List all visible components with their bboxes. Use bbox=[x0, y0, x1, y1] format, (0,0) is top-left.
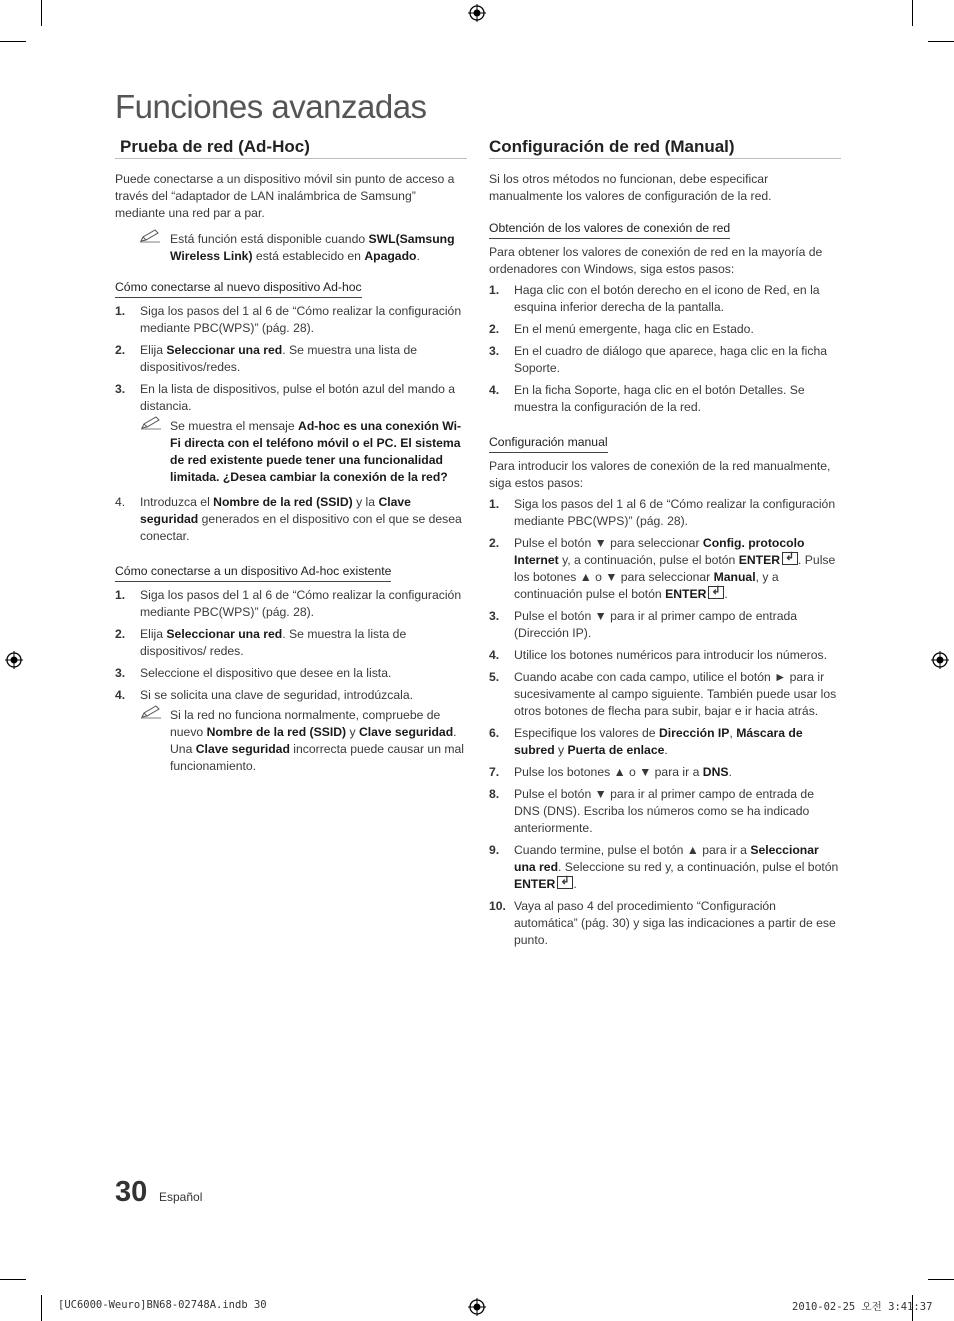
step-text: . bbox=[664, 743, 668, 757]
button-name: ENTER bbox=[514, 877, 556, 891]
steps-new-adhoc bbox=[115, 303, 467, 545]
list-item bbox=[489, 282, 841, 316]
list-item bbox=[489, 321, 841, 338]
list-item bbox=[115, 381, 467, 486]
note-text: Se muestra el mensaje bbox=[170, 419, 299, 433]
enter-key-icon bbox=[782, 552, 798, 565]
list-item bbox=[489, 535, 841, 603]
footer-file-info: [UC6000-Weuro]BN68-02748A.indb 30 bbox=[58, 1299, 267, 1311]
list-item bbox=[489, 382, 841, 416]
list-item bbox=[115, 494, 467, 545]
pencil-note-icon bbox=[140, 416, 162, 430]
steps-manual-config bbox=[489, 496, 841, 949]
step-text: Pulse el botón ▼ para ir al primer campo de entrada (Dirección IP). bbox=[514, 609, 798, 640]
subheading-obtain-values: Obtención de los valores de conexión de red bbox=[489, 220, 730, 239]
step-number: 6. bbox=[489, 726, 500, 740]
step-text: . Pulse los botones ▲ o ▼ para seleccionar bbox=[514, 553, 836, 584]
registration-mark-icon bbox=[468, 1298, 486, 1316]
menu-name: Seleccionar una red bbox=[514, 843, 819, 874]
step-text: Elija bbox=[140, 627, 167, 641]
step-text: En la ficha Soporte, haga clic en el botón Detalles. Se muestra la configuración de la red. bbox=[514, 383, 805, 414]
intro-text: Puede conectarse a un dispositivo móvil sin punto de acceso a través del “adaptador de LAN inalámbrica de Samsung” mediante una red par a par. bbox=[115, 172, 455, 220]
field-name: Clave seguridad bbox=[195, 742, 290, 756]
page-number: 30 bbox=[115, 1176, 148, 1208]
step-text: Especifique los valores de bbox=[514, 726, 659, 740]
step-text: . bbox=[573, 877, 577, 891]
crop-mark bbox=[0, 41, 26, 42]
step-text: . bbox=[728, 765, 732, 779]
menu-name: Seleccionar una red bbox=[166, 627, 283, 641]
step-text: y, a continuación, pulse el botón bbox=[558, 553, 739, 567]
button-name: ENTER bbox=[665, 587, 707, 601]
step-text: Siga los pasos del 1 al 6 de “Cómo realizar la configuración mediante PBC(WPS)” (pág. 28). bbox=[140, 588, 462, 619]
list-item bbox=[115, 665, 467, 682]
step-text: y bbox=[554, 743, 568, 757]
steps-obtain-values bbox=[489, 282, 841, 416]
left-column bbox=[115, 138, 467, 787]
step-number: 5. bbox=[489, 670, 500, 684]
step-text: Cuando acabe con cada campo, utilice el botón ► para ir sucesivamente al campo siguiente. También puede usar los otros botones de flecha para subir, bajar e ir hacia atrás. bbox=[514, 670, 837, 718]
list-item bbox=[489, 647, 841, 664]
step-number: 4. bbox=[489, 383, 500, 397]
step-number: 9. bbox=[489, 843, 500, 857]
section-title-manual: Configuración de red (Manual) bbox=[489, 138, 841, 159]
list-item bbox=[489, 786, 841, 837]
list-item bbox=[115, 587, 467, 621]
field-name: Clave seguridad bbox=[358, 725, 454, 739]
step-text: y la bbox=[352, 495, 379, 509]
subheading-existing-adhoc: Cómo conectarse a un dispositivo Ad-hoc existente bbox=[115, 563, 391, 582]
list-item bbox=[489, 842, 841, 893]
enter-key-icon bbox=[557, 876, 573, 889]
step-text: Siga los pasos del 1 al 6 de “Cómo realizar la configuración mediante PBC(WPS)” (pág. 28). bbox=[514, 497, 836, 528]
step-text: En la lista de dispositivos, pulse el botón azul del mando a distancia. bbox=[140, 382, 456, 413]
step-number: 4. bbox=[489, 648, 500, 662]
list-item bbox=[115, 626, 467, 660]
field-name: Dirección IP bbox=[658, 726, 730, 740]
list-item bbox=[489, 764, 841, 781]
field-name: Nombre de la red (SSID) bbox=[206, 725, 347, 739]
option-name: Manual bbox=[713, 570, 756, 584]
step-number: 8. bbox=[489, 787, 500, 801]
step-number: 3. bbox=[115, 382, 126, 396]
field-name: Nombre de la red (SSID) bbox=[213, 495, 353, 509]
list-item bbox=[489, 669, 841, 720]
step-number: 4. bbox=[115, 688, 126, 702]
list-item bbox=[115, 342, 467, 376]
crop-mark bbox=[928, 41, 954, 42]
step-text: Cuando termine, pulse el botón ▲ para ir a bbox=[514, 843, 751, 857]
list-item bbox=[489, 725, 841, 759]
step-text: Siga los pasos del 1 al 6 de “Cómo realizar la configuración mediante PBC(WPS)” (pág. 28). bbox=[140, 304, 462, 335]
step-text: generados en el dispositivo con el que se desea conectar. bbox=[140, 512, 462, 543]
setting-name: SWL(Samsung Wireless Link) bbox=[170, 232, 455, 263]
list-item bbox=[115, 303, 467, 337]
step-number: 7. bbox=[489, 765, 500, 779]
menu-name: Seleccionar una red bbox=[166, 343, 283, 357]
step-number: 3. bbox=[489, 609, 500, 623]
menu-name: Config. protocolo Internet bbox=[514, 536, 805, 567]
crop-mark bbox=[912, 0, 913, 26]
page-title: Funciones avanzadas bbox=[115, 88, 427, 125]
footer-timestamp: 2010-02-25 오전 3:41:37 bbox=[792, 1301, 933, 1313]
step-number: 10. bbox=[489, 899, 506, 913]
crop-mark bbox=[928, 1279, 954, 1280]
steps-existing-adhoc bbox=[115, 587, 467, 775]
step-text: Haga clic con el botón derecho en el icono de Red, en la esquina inferior derecha de la pantalla. bbox=[514, 283, 820, 314]
step-number: 1. bbox=[489, 283, 500, 297]
step-number: 3. bbox=[115, 666, 126, 680]
note-text: está establecido en bbox=[252, 249, 365, 263]
subheading-manual-config: Configuración manual bbox=[489, 434, 608, 453]
registration-mark-icon bbox=[468, 4, 486, 22]
crop-mark bbox=[41, 1295, 42, 1321]
button-name: ENTER bbox=[738, 553, 781, 567]
setting-value: Apagado bbox=[364, 249, 417, 263]
step-text: , bbox=[729, 726, 737, 740]
list-item bbox=[489, 608, 841, 642]
note-text: Si la red no funciona normalmente, compruebe de nuevo bbox=[170, 708, 441, 739]
step-number: 2. bbox=[489, 322, 500, 336]
step-number: 1. bbox=[115, 588, 126, 602]
right-column bbox=[489, 138, 841, 961]
note-text: . bbox=[416, 249, 420, 263]
registration-mark-icon bbox=[931, 651, 949, 669]
field-name: DNS bbox=[702, 765, 729, 779]
subheading-new-adhoc: Cómo conectarse al nuevo dispositivo Ad-hoc bbox=[115, 279, 362, 298]
step-text: En el menú emergente, haga clic en Estado. bbox=[514, 322, 754, 336]
step-text: Vaya al paso 4 del procedimiento “Configuración automática” (pág. 30) y siga las indicaciones a partir de ese punto. bbox=[514, 899, 836, 947]
note-text: y bbox=[346, 725, 359, 739]
step-text: Elija bbox=[140, 343, 167, 357]
note bbox=[115, 231, 467, 265]
list-item bbox=[489, 343, 841, 377]
step-text: . Seleccione su red y, a continuación, pulse el botón bbox=[558, 860, 839, 874]
field-name: Clave seguridad bbox=[140, 495, 411, 526]
step-number: 3. bbox=[489, 344, 500, 358]
field-name: Máscara de subred bbox=[514, 726, 803, 757]
list-item bbox=[489, 898, 841, 949]
message-text: Ad-hoc es una conexión Wi-Fi directa con el teléfono móvil o el PC. El sistema de red existente puede tener una funcionalidad limitada. ¿Desea cambiar la conexión de la red? bbox=[170, 419, 462, 484]
subsection-intro: Para introducir los valores de conexión de la red manualmente, siga estos pasos: bbox=[489, 459, 831, 490]
step-number: 4. bbox=[115, 495, 126, 509]
note-text: . Una bbox=[170, 725, 457, 756]
crop-mark bbox=[0, 1279, 26, 1280]
subsection-intro: Para obtener los valores de conexión de red en la mayoría de ordenadores con Windows, siga estos pasos: bbox=[489, 245, 823, 276]
step-text: En el cuadro de diálogo que aparece, haga clic en la ficha Soporte. bbox=[514, 344, 828, 375]
step-text: . bbox=[724, 587, 728, 601]
step-number: 2. bbox=[115, 343, 126, 357]
step-text: . Se muestra la lista de dispositivos/ redes. bbox=[140, 627, 407, 658]
step-text: Pulse los botones ▲ o ▼ para ir a bbox=[514, 765, 703, 779]
list-item bbox=[115, 687, 467, 775]
step-text: Seleccione el dispositivo que desee en la lista. bbox=[140, 666, 392, 680]
intro-text: Si los otros métodos no funcionan, debe especificar manualmente los valores de configuración de la red. bbox=[489, 172, 772, 203]
step-number: 2. bbox=[489, 536, 500, 550]
step-number: 2. bbox=[115, 627, 126, 641]
step-text: Utilice los botones numéricos para introducir los números. bbox=[514, 648, 827, 662]
step-number: 1. bbox=[115, 304, 126, 318]
note bbox=[140, 707, 467, 775]
note bbox=[140, 418, 467, 486]
list-item bbox=[489, 496, 841, 530]
step-text: Pulse el botón ▼ para seleccionar bbox=[514, 536, 703, 550]
note-text: Está función está disponible cuando bbox=[170, 232, 369, 246]
section-title-adhoc: Prueba de red (Ad-Hoc) bbox=[115, 138, 467, 159]
pencil-note-icon bbox=[139, 229, 161, 243]
crop-mark bbox=[41, 0, 42, 26]
step-text: Si se solicita una clave de seguridad, introdúzcala. bbox=[140, 688, 414, 702]
note-text: incorrecta puede causar un mal funcionamiento. bbox=[170, 742, 465, 773]
language-label: Español bbox=[159, 1190, 203, 1204]
step-number: 1. bbox=[489, 497, 500, 511]
step-text: . Se muestra una lista de dispositivos/redes. bbox=[140, 343, 418, 374]
field-name: Puerta de enlace bbox=[567, 743, 665, 757]
registration-mark-icon bbox=[5, 651, 23, 669]
pencil-note-icon bbox=[140, 705, 162, 719]
step-text: Pulse el botón ▼ para ir al primer campo de entrada de DNS (DNS). Escriba los números como se ha indicado anteriormente. bbox=[514, 787, 814, 835]
enter-key-icon bbox=[708, 586, 724, 599]
step-text: Introduzca el bbox=[140, 495, 214, 509]
step-text: , y a continuación pulse el botón bbox=[514, 570, 779, 601]
